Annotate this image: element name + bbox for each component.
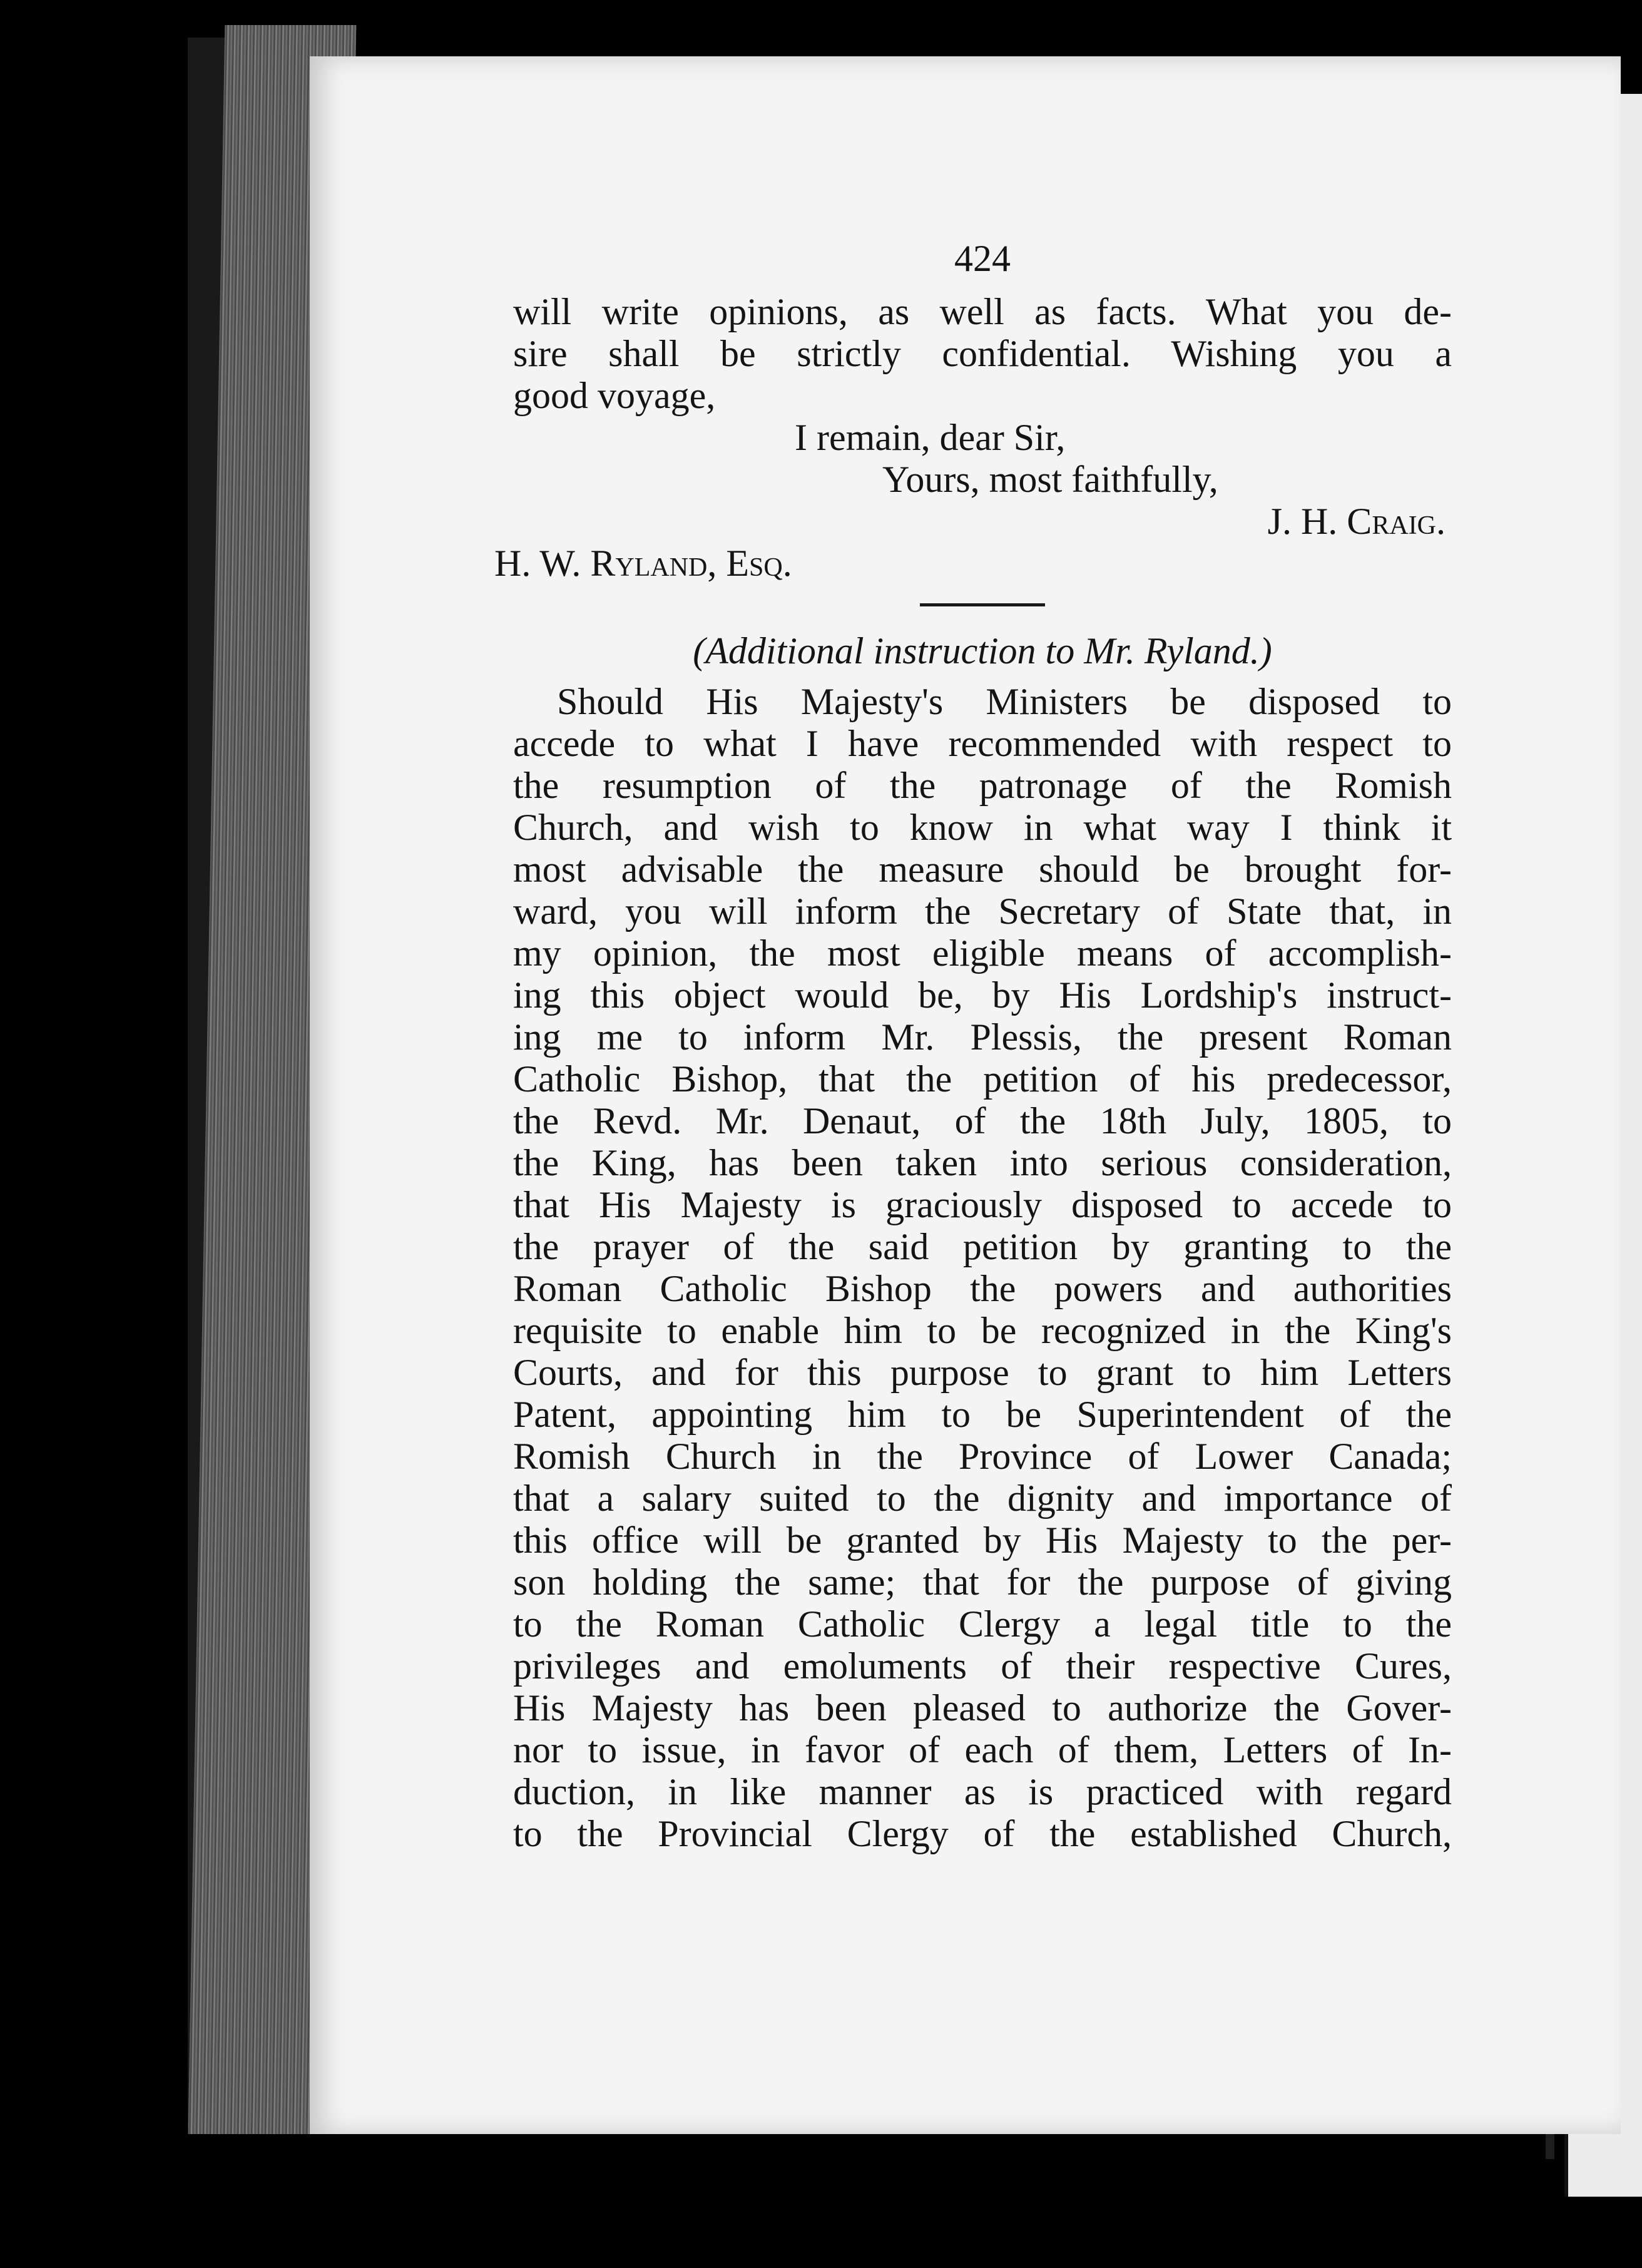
text-line: most advisable the measure should be brought for-	[513, 849, 1452, 890]
letter-ending	[494, 291, 1452, 585]
text-line: good voyage,	[513, 375, 716, 416]
text-line: duction, in like manner as is practiced with regard	[513, 1771, 1452, 1812]
text-line: ing this object would be, by His Lordship's instruct-	[513, 974, 1452, 1016]
addressee: H. W. Ryland, Esq.	[494, 543, 792, 584]
text-line: sire shall be strictly confidential. Wishing you a	[513, 333, 1452, 374]
signature: J. H. Craig.	[1267, 501, 1446, 542]
text-line: the resumption of the patronage of the Romish	[513, 765, 1452, 806]
text-line: Courts, and for this purpose to grant to him Letters	[513, 1352, 1452, 1393]
text-line: accede to what I have recommended with respect to	[513, 723, 1452, 764]
text-line: will write opinions, as well as facts. What you de-	[513, 291, 1452, 332]
text-line: Patent, appointing him to be Superintendent of the	[513, 1394, 1452, 1435]
text-line: nor to issue, in favor of each of them, Letters of In-	[513, 1729, 1452, 1770]
text-line: the King, has been taken into serious consideration,	[513, 1142, 1452, 1183]
text-line: His Majesty has been pleased to authorize the Gover-	[513, 1687, 1452, 1729]
text-line: my opinion, the most eligible means of accomplish-	[513, 932, 1452, 974]
body-paragraph	[513, 681, 1452, 1855]
text-line: the Revd. Mr. Denaut, of the 18th July, 1805, to	[513, 1100, 1452, 1142]
text-line: privileges and emoluments of their respective Cures,	[513, 1645, 1452, 1687]
page-number: 424	[954, 238, 1011, 279]
text-line: Church, and wish to know in what way I think it	[513, 807, 1452, 848]
text-line: this office will be granted by His Majesty to the per-	[513, 1520, 1452, 1561]
section-divider	[920, 603, 1045, 606]
text-line: Romish Church in the Province of Lower Canada;	[513, 1436, 1452, 1477]
text-line: son holding the same; that for the purpose of giving	[513, 1561, 1452, 1603]
text-line: ing me to inform Mr. Plessis, the present Roman	[513, 1016, 1452, 1058]
text-line: Roman Catholic Bishop the powers and authorities	[513, 1268, 1452, 1309]
section-heading: (Additional instruction to Mr. Ryland.)	[693, 630, 1272, 672]
valediction: Yours, most faithfully,	[882, 459, 1218, 500]
page-text	[494, 238, 1452, 1855]
closing: I remain, dear Sir,	[795, 417, 1066, 458]
text-line: Should His Majesty's Ministers be disposed to	[557, 681, 1452, 722]
text-line: that His Majesty is graciously disposed to accede to	[513, 1184, 1452, 1225]
text-line: requisite to enable him to be recognized in the King's	[513, 1310, 1452, 1351]
text-line: that a salary suited to the dignity and importance of	[513, 1478, 1452, 1519]
text-line: the prayer of the said petition by granting to the	[513, 1226, 1452, 1267]
text-line: ward, you will inform the Secretary of State that, in	[513, 891, 1452, 932]
text-line: Catholic Bishop, that the petition of his predecessor,	[513, 1058, 1452, 1100]
text-line: to the Provincial Clergy of the established Church,	[513, 1813, 1452, 1854]
text-line: to the Roman Catholic Clergy a legal title to the	[513, 1603, 1452, 1645]
